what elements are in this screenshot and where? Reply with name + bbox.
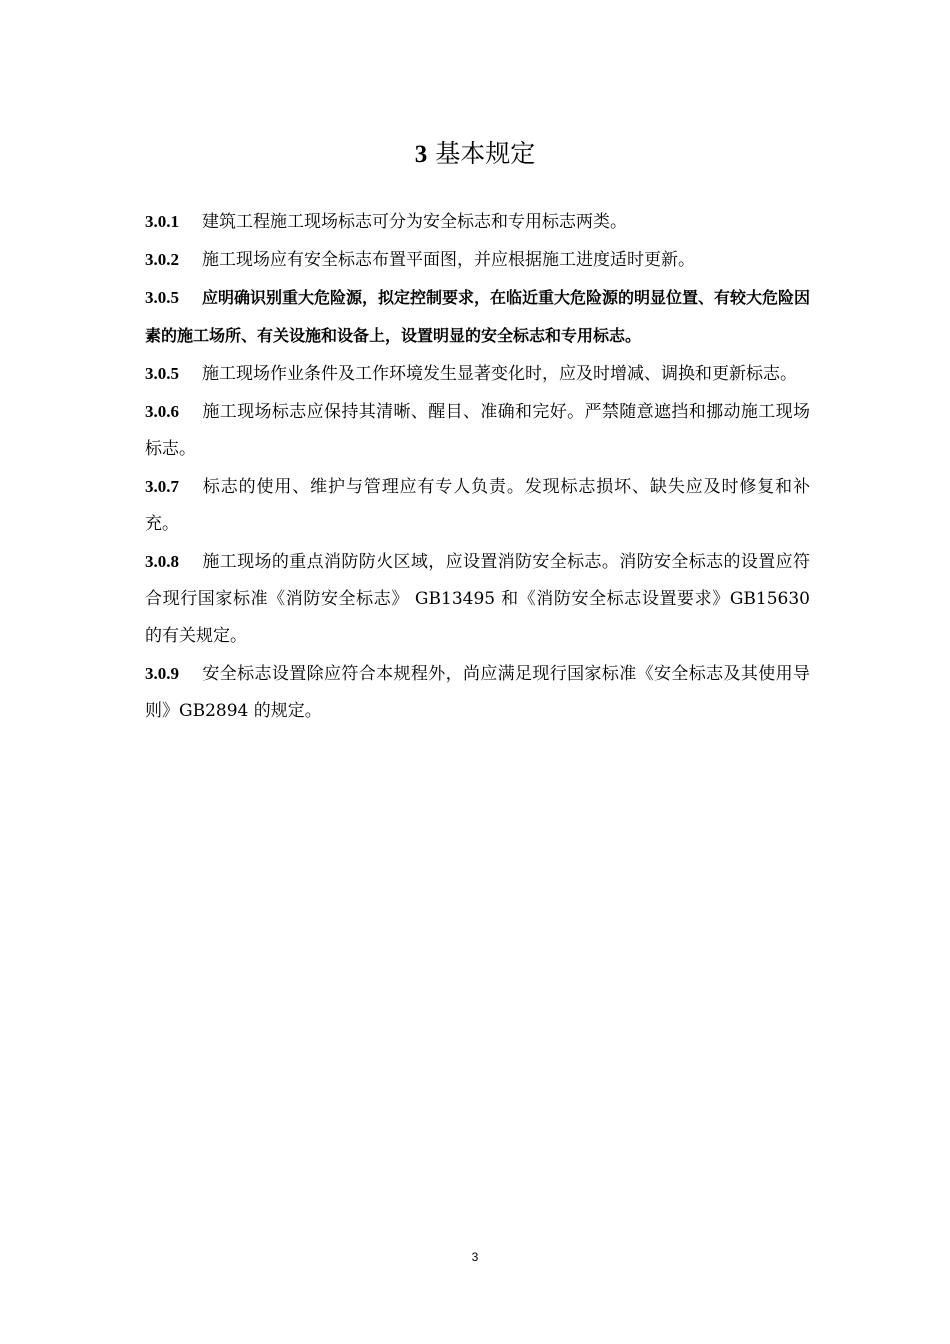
clause-number: 3.0.8 [145,552,179,571]
section-title: 基本规定 [435,139,536,168]
clause-text: 建筑工程施工现场标志可分为安全标志和专用标志两类。 [202,212,627,232]
clause [145,543,810,655]
clause-number: 3.0.7 [145,477,179,496]
clause-number: 3.0.6 [145,402,179,421]
clause [145,279,810,355]
page-number: 3 [471,1250,479,1264]
clause [145,241,810,279]
clause-list [145,203,810,730]
clause-text: 安全标志设置除应符合本规程外，尚应满足现行国家标准《安全标志及其使用导则》GB2894 的规定。 [145,664,810,721]
clause [145,468,810,543]
clause [145,655,810,730]
clause-text: 施工现场应有安全标志布置平面图，并应根据施工进度适时更新。 [202,250,695,270]
clause-number: 3.0.9 [145,664,179,683]
clause-text: 施工现场标志应保持其清晰、醒目、准确和完好。严禁随意遮挡和挪动施工现场标志。 [145,402,810,459]
clause-number: 3.0.5 [145,364,179,383]
clause [145,355,810,393]
clause-text: 应明确识别重大危险源，拟定控制要求，在临近重大危险源的明显位置、有较大危险因素的施工场所、有关设施和设备上，设置明显的安全标志和专用标志。 [145,288,811,345]
clause-text: 施工现场的重点消防防火区域，应设置消防安全标志。消防安全标志的设置应符合现行国家标准《消防安全标志》 GB13495 和《消防安全标志设置要求》GB15630 的有关规定。 [145,552,810,646]
section-heading [0,136,950,173]
clause-text: 标志的使用、维护与管理应有专人负责。发现标志损坏、缺失应及时修复和补充。 [145,477,810,534]
section-number: 3 [414,141,428,168]
clause-number: 3.0.2 [145,250,179,269]
clause [145,203,810,241]
clause-text: 施工现场作业条件及工作环境发生显著变化时，应及时增减、调换和更新标志。 [202,364,797,384]
clause-number: 3.0.1 [145,212,179,231]
clause-number: 3.0.5 [145,288,179,307]
clause [145,393,810,468]
